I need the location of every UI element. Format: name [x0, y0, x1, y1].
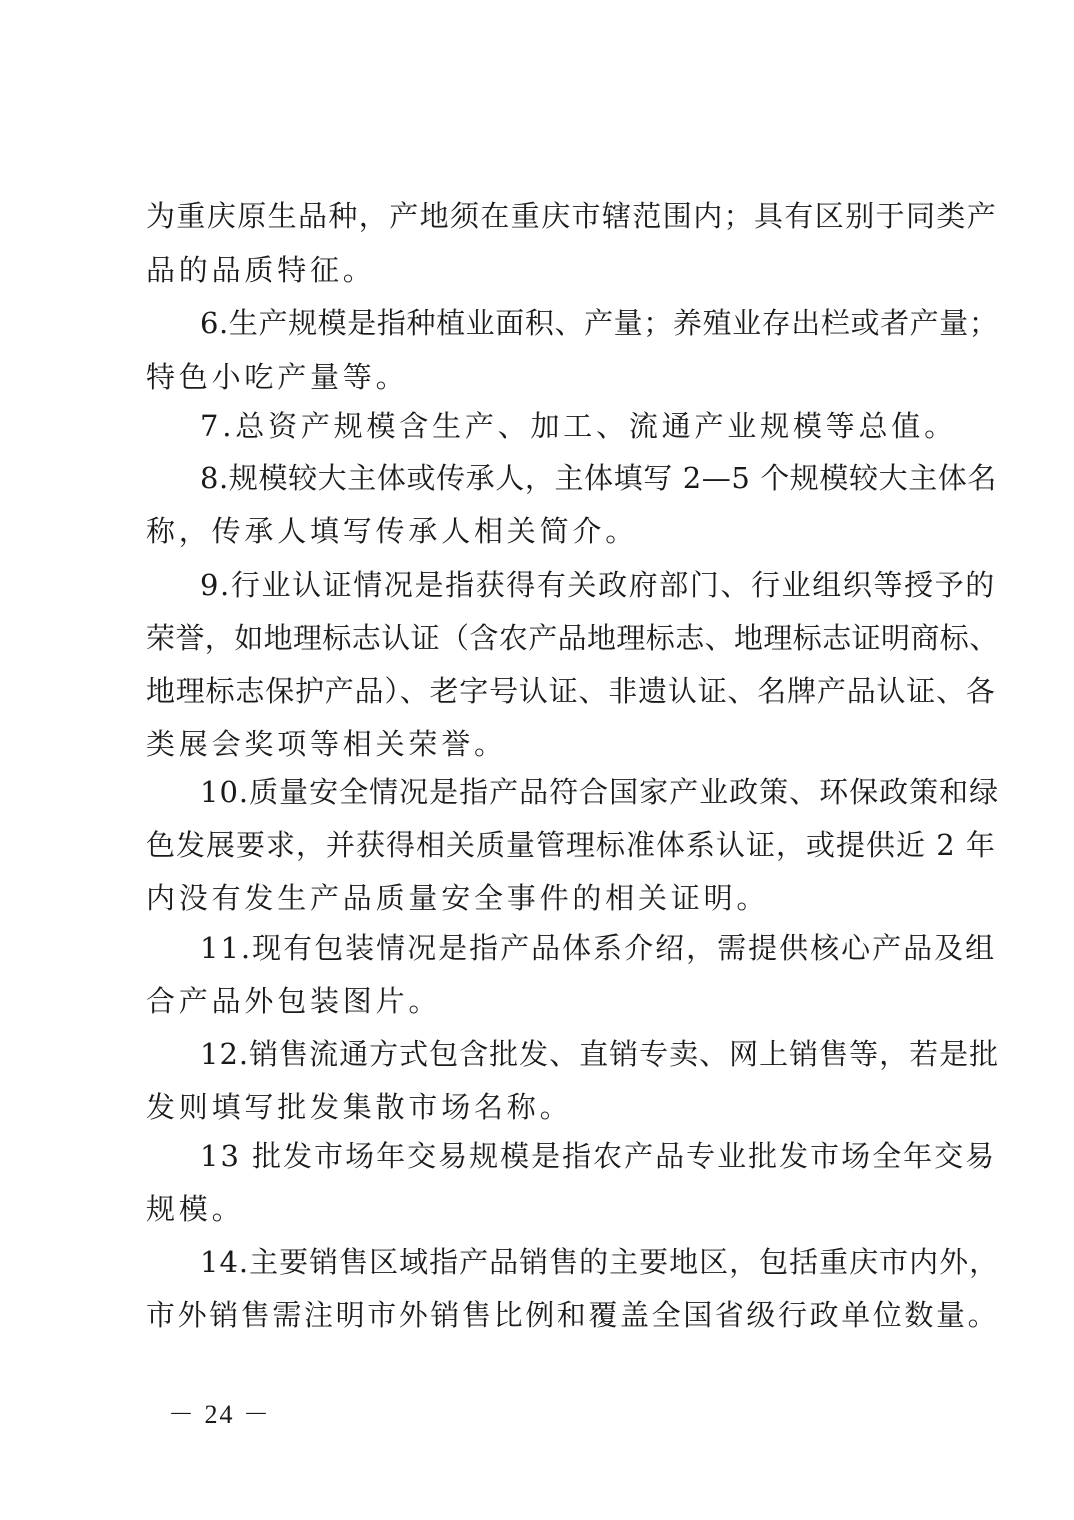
text-line: 荣誉，如地理标志认证（含农产品地理标志、地理标志证明商标、 [146, 621, 999, 655]
text-line: 发则填写批发集散市场名称。 [146, 1090, 573, 1124]
text-line: 为重庆原生品种，产地须在重庆市辖范围内；具有区别于同类产 [146, 199, 998, 233]
text-line: 色发展要求，并获得相关质量管理标准体系认证，或提供近 2 年 [146, 828, 996, 862]
text-line: 特色小吃产量等。 [146, 360, 409, 394]
text-line: 类展会奖项等相关荣誉。 [146, 727, 507, 761]
text-line: 7.总资产规模含生产、加工、流通产业规模等总值。 [200, 409, 957, 443]
text-line: 13 批发市场年交易规模是指农产品专业批发市场全年交易 [200, 1139, 997, 1173]
text-line: 12.销售流通方式包含批发、直销专卖、网上销售等，若是批 [200, 1037, 1000, 1071]
text-line: 11.现有包装情况是指产品体系介绍，需提供核心产品及组 [200, 931, 997, 965]
text-line: 内没有发生产品质量安全事件的相关证明。 [146, 881, 770, 915]
text-line: 地理标志保护产品）、老字号认证、非遗认证、名牌产品认证、各 [146, 674, 996, 708]
text-line: 9.行业认证情况是指获得有关政府部门、行业组织等授予的 [200, 568, 996, 602]
text-line: 14.主要销售区域指产品销售的主要地区，包括重庆市内外， [200, 1245, 1000, 1279]
text-line: 8.规模较大主体或传承人，主体填写 2—5 个规模较大主体名 [200, 461, 998, 495]
page-number: － 24 － [168, 1400, 272, 1429]
text-line: 6.生产规模是指种植业面积、产量；养殖业存出栏或者产量； [200, 306, 999, 340]
text-line: 合产品外包装图片。 [146, 984, 442, 1018]
text-line: 品的品质特征。 [146, 253, 376, 287]
text-line: 市外销售需注明市外销售比例和覆盖全国省级行政单位数量。 [146, 1298, 1000, 1332]
text-line: 称，传承人填写传承人相关简介。 [146, 514, 639, 548]
text-line: 10.质量安全情况是指产品符合国家产业政策、环保政策和绿 [200, 775, 1000, 809]
text-line: 规模。 [146, 1192, 245, 1226]
